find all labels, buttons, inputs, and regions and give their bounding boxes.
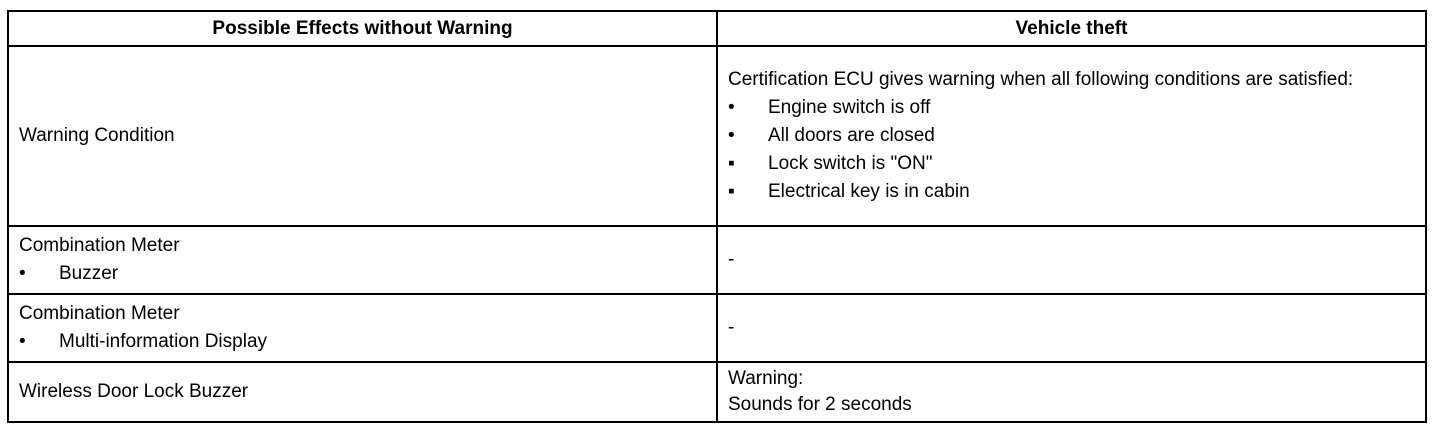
value-cell: - xyxy=(717,226,1426,294)
condition-text: Lock switch is "ON" xyxy=(768,153,933,174)
table-row xyxy=(8,362,1426,422)
bullet-icon: • xyxy=(19,331,26,352)
condition-text: Engine switch is off xyxy=(768,97,931,118)
condition-item xyxy=(728,150,1415,178)
row-label-combination-meter-buzzer xyxy=(8,226,717,294)
value-cell: - xyxy=(717,294,1426,362)
row-label: Combination Meter xyxy=(19,303,180,324)
bullet-icon: • xyxy=(728,125,735,146)
warning-spec-table xyxy=(7,10,1427,423)
condition-item xyxy=(728,122,1415,150)
sub-item-text: Buzzer xyxy=(59,263,119,284)
table-row xyxy=(8,46,1426,226)
condition-text: Electrical key is in cabin xyxy=(768,181,970,202)
header-vehicle-theft: Vehicle theft xyxy=(717,11,1426,46)
warning-condition-cell xyxy=(717,46,1426,226)
row-label-combination-meter-display xyxy=(8,294,717,362)
buzzer-value-line: Warning: xyxy=(728,368,804,389)
square-bullet-icon: ▪ xyxy=(728,181,735,202)
header-possible-effects: Possible Effects without Warning xyxy=(8,11,717,46)
bullet-icon: • xyxy=(19,263,26,284)
buzzer-value-line: Sounds for 2 seconds xyxy=(728,394,912,415)
condition-item xyxy=(728,178,1415,206)
row-label-warning-condition: Warning Condition xyxy=(8,46,717,226)
warning-condition-intro: Certification ECU gives warning when all following conditions are satisfied: xyxy=(728,69,1354,90)
table-row xyxy=(8,294,1426,362)
bullet-icon: • xyxy=(728,97,735,118)
sub-item xyxy=(19,260,706,288)
sub-item-text: Multi-information Display xyxy=(59,331,268,352)
table-row xyxy=(8,226,1426,294)
table-header-row xyxy=(8,11,1426,46)
sub-item xyxy=(19,328,706,356)
square-bullet-icon: ▪ xyxy=(728,153,735,174)
buzzer-value-cell xyxy=(717,362,1426,422)
condition-item xyxy=(728,94,1415,122)
condition-text: All doors are closed xyxy=(768,125,935,146)
row-label: Combination Meter xyxy=(19,235,180,256)
row-label-wireless-door-lock-buzzer: Wireless Door Lock Buzzer xyxy=(8,362,717,422)
